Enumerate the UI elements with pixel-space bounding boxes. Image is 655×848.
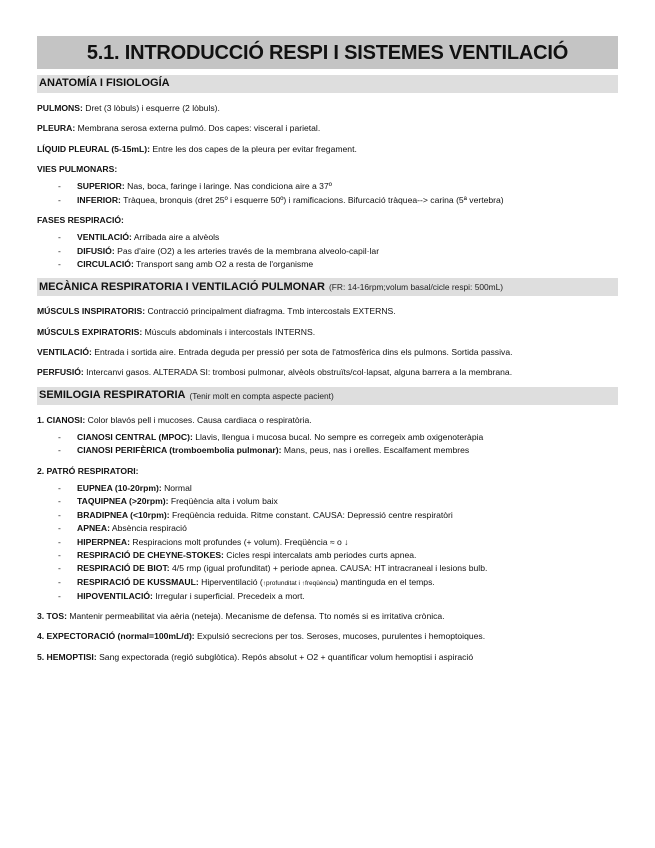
paragraph-musculs-expiratoris (37, 327, 618, 337)
item-label: EUPNEA (10-20rpm): (77, 483, 162, 493)
list-item (58, 195, 618, 205)
item-text: Respiracions molt profundes (+ volum). Freqüència ≈ o ↓ (130, 536, 349, 547)
term-text: Entre les dos capes de la pleura per evitar fregament. (150, 143, 357, 154)
section-note: (Tenir molt en compta aspecte pacient) (189, 390, 334, 401)
list-item (58, 496, 618, 506)
item-label: SUPERIOR: (77, 181, 125, 192)
section-header-mecanica (37, 278, 618, 296)
paragraph-expectoracio (37, 631, 618, 641)
dash-bullet: - (58, 496, 61, 507)
list-cianosi (37, 432, 618, 456)
term-text: Color blavós pell i mucoses. Causa cardiaca o respiratòria. (85, 414, 312, 425)
list-item (58, 246, 618, 256)
item-label: TAQUIPNEA (>20rpm): (77, 496, 169, 507)
paragraph-cianosi (37, 415, 618, 425)
item-label: BRADIPNEA (<10rpm): (77, 509, 170, 520)
term-label: 2. PATRÓ RESPIRATORI: (37, 465, 139, 476)
list-item (58, 259, 618, 269)
paragraph-hemoptisi (37, 652, 618, 662)
item-label: RESPIRACIÓ DE BIOT: (77, 563, 170, 574)
page-title: 5.1. INTRODUCCIÓ RESPI I SISTEMES VENTILACIÓ (86, 41, 569, 64)
list-item (58, 550, 618, 560)
item-text: Cicles respi intercalats amb periodes curts apnea. (223, 550, 417, 561)
dash-bullet: - (58, 536, 61, 547)
dash-bullet: - (58, 245, 61, 256)
item-text: Arribada aire a alvèols (131, 232, 220, 243)
item-text: Irregular i superficial. Precedeix a mort. (152, 590, 305, 601)
list-item (58, 510, 618, 520)
item-label: CIANOSI CENTRAL (MPOC): (77, 431, 193, 442)
dash-bullet: - (58, 431, 61, 442)
term-text: Músculs abdominals i intercostals INTERNS. (142, 326, 316, 337)
section-title: ANATOMÍA I FISIOLOGÍA (39, 77, 170, 90)
dash-bullet: - (58, 445, 61, 456)
term-label: 4. EXPECTORACIÓ (normal=100mL/d): (37, 631, 195, 642)
item-text: Hiperventilació ( (198, 576, 263, 587)
list-item (58, 181, 618, 191)
paragraph-patro-respiratori (37, 466, 618, 476)
item-text-end: ) mantinguda en el temps. (335, 576, 435, 587)
term-label: MÚSCULS INSPIRATORIS: (37, 306, 146, 317)
term-label: PULMONS: (37, 103, 83, 113)
term-label: LÍQUID PLEURAL (5-15mL): (37, 143, 150, 154)
list-fases (37, 232, 618, 269)
item-label: RESPIRACIÓ DE CHEYNE-STOKES: (77, 550, 224, 561)
dash-bullet: - (58, 483, 61, 493)
item-text: Freqüència reduida. Ritme constant. CAUSA: Depressió centre respiratòri (169, 509, 453, 520)
section-header-semilogia (37, 387, 618, 405)
list-patro (37, 483, 618, 601)
list-item (58, 563, 618, 573)
item-text: Normal (161, 483, 192, 493)
dash-bullet: - (58, 550, 61, 561)
item-text: Pas d'aire (O2) a les arteries través de la membrana alveolo-capil·lar (114, 245, 380, 256)
term-label: 5. HEMOPTISI: (37, 651, 97, 662)
item-subscript: ↑profunditat i ↑freqüència (262, 579, 336, 587)
item-text: Llavis, llengua i mucosa bucal. No sempre es corregeix amb oxigenoteràpia (192, 431, 484, 442)
section-header-anatomia (37, 75, 618, 93)
item-text: Nas, boca, faringe i laringe. Nas condiciona aire a 37º (124, 181, 332, 192)
paragraph-pulmons (37, 103, 618, 113)
term-label: PLEURA: (37, 123, 76, 134)
dash-bullet: - (58, 259, 61, 270)
section-title: MECÀNICA RESPIRATORIA I VENTILACIÓ PULMONAR (39, 280, 326, 293)
dash-bullet: - (58, 563, 61, 574)
dash-bullet: - (58, 590, 61, 601)
list-item (58, 445, 618, 455)
item-label: RESPIRACIÓ DE KUSSMAUL: (77, 576, 199, 587)
paragraph-tos (37, 611, 618, 621)
term-text: Contracció principalment diafragma. Tmb intercostals EXTERNS. (145, 306, 396, 317)
list-item (58, 432, 618, 442)
term-label: VENTILACIÓ: (37, 347, 92, 358)
list-item (58, 537, 618, 547)
paragraph-fases (37, 215, 618, 225)
item-text: Tràquea, bronquis (dret 25º i esquerre 50º) i ramificacions. Bifurcació tràquea--> carina (5ª vertebra) (120, 194, 504, 205)
item-text: Freqüència alta i volum baix (168, 496, 278, 507)
term-text: Dret (3 lòbuls) i esquerre (2 lòbuls). (82, 103, 220, 113)
paragraph-pleura (37, 123, 618, 133)
title-bar (37, 36, 618, 69)
paragraph-ventilacio (37, 347, 618, 357)
term-text: Sang expectorada (regió subglòtica). Repós absolut + O2 + quantificar volum hemoptisi i aspiració (96, 651, 474, 662)
dash-bullet: - (58, 232, 61, 243)
item-label: CIANOSI PERIFÈRICA (tromboembolia pulmonar): (77, 445, 282, 456)
term-text: Mantenir permeabilitat via aèria (neteja). Mecanisme de defensa. Tto només si es irritativa crònica. (66, 611, 445, 622)
term-label: MÚSCULS EXPIRATORIS: (37, 326, 143, 337)
section-title: SEMILOGIA RESPIRATORIA (39, 389, 186, 402)
item-text: Transport sang amb O2 a resta de l'organisme (133, 259, 314, 270)
dash-bullet: - (58, 523, 61, 534)
item-text: 4/5 rmp (igual profunditat) + periode apnea. CAUSA: HT intracraneal i lesions bulb. (169, 563, 488, 574)
paragraph-liquid-pleural (37, 144, 618, 154)
term-text: Expulsió secrecions per tos. Seroses, mucoses, purulentes i hemoptoiques. (194, 631, 486, 642)
paragraph-musculs-inspiratoris (37, 306, 618, 316)
list-vies (37, 181, 618, 205)
term-label: 3. TOS: (37, 611, 67, 622)
list-item (58, 591, 618, 601)
list-item (58, 523, 618, 533)
list-item (58, 232, 618, 242)
item-label: CIRCULACIÓ: (77, 259, 134, 270)
dash-bullet: - (58, 576, 61, 587)
item-label: APNEA: (77, 523, 110, 534)
item-label: HIPOVENTILACIÓ: (77, 590, 153, 601)
term-text: Entrada i sortida aire. Entrada deguda per pressió per sota de l'atmosfèrica dins els pulmons. Sortida passiva. (91, 347, 513, 358)
term-label: FASES RESPIRACIÓ: (37, 214, 124, 225)
item-text: Mans, peus, nas i orelles. Escalfament membres (281, 445, 470, 456)
section-note: (FR: 14-16rpm;volum basal/cicle respi: 500mL) (329, 282, 504, 293)
list-item (58, 483, 618, 493)
paragraph-perfusio (37, 367, 618, 377)
term-label: VIES PULMONARS: (37, 163, 118, 174)
item-label: DIFUSIÓ: (77, 245, 115, 256)
list-item (58, 577, 618, 588)
paragraph-vies-pulmonars (37, 164, 618, 174)
item-label: INFERIOR: (77, 194, 121, 205)
term-label: 1. CIANOSI: (37, 414, 86, 425)
item-label: VENTILACIÓ: (77, 232, 132, 243)
item-text: Absència respiració (109, 523, 187, 534)
dash-bullet: - (58, 194, 61, 205)
term-text: Intercanvi gasos. ALTERADA SI: trombosi pulmonar, alvèols obstruïts/col·lapsat, alguna barrera a la membrana. (83, 367, 513, 378)
item-label: HIPERPNEA: (77, 536, 131, 547)
term-text: Membrana serosa externa pulmó. Dos capes: visceral i parietal. (75, 123, 321, 134)
dash-bullet: - (58, 181, 61, 192)
dash-bullet: - (58, 509, 61, 520)
term-label: PERFUSIÓ: (37, 367, 84, 378)
